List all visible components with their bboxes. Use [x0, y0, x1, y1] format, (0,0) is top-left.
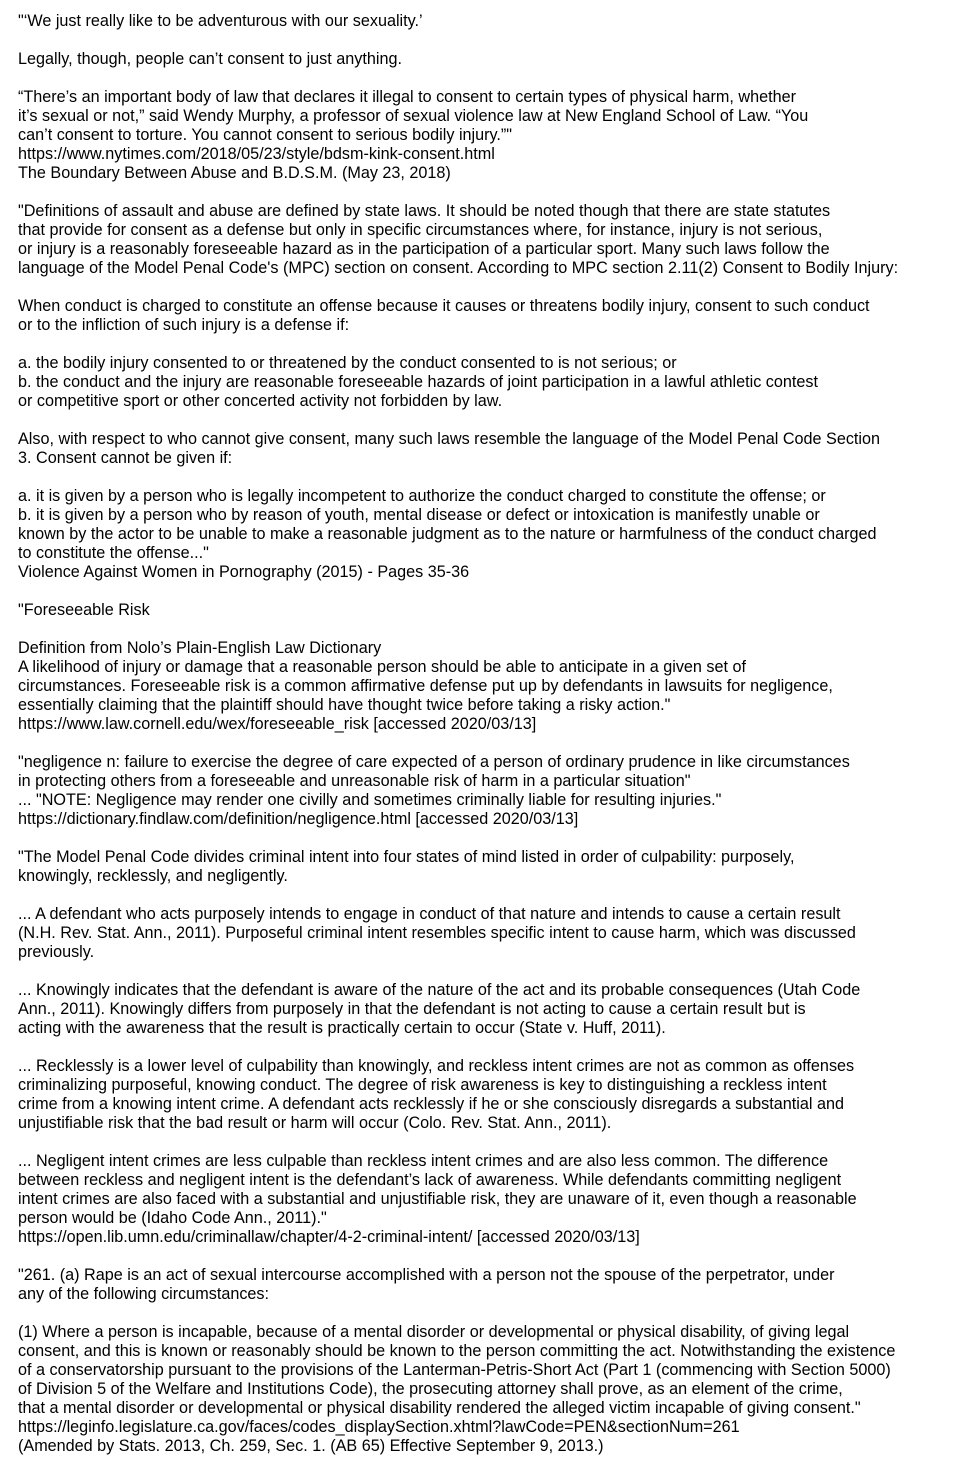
text-line: essentially claiming that the plaintiff should have thought twice before taking a risky action.": [18, 696, 671, 714]
text-line: intent crimes are also faced with a substantial and unjustifiable risk, they are unaware of it, even though a reasonable: [18, 1190, 857, 1208]
blank-line: [18, 886, 948, 905]
blank-line: [18, 278, 948, 297]
text-line: https://dictionary.findlaw.com/definition/negligence.html [accessed 2020/03/13]: [18, 810, 579, 828]
text-line: any of the following circumstances:: [18, 1285, 270, 1303]
text-line: (Amended by Stats. 2013, Ch. 259, Sec. 1. (AB 65) Effective September 9, 2013.): [18, 1437, 604, 1455]
blank-line: [18, 31, 948, 50]
text-line: ... Negligent intent crimes are less culpable than reckless intent crimes and are also less common. The difference: [18, 1152, 829, 1170]
text-line: Also, with respect to who cannot give consent, many such laws resemble the language of the Model Penal Code Section: [18, 430, 881, 448]
text-line: "Foreseeable Risk: [18, 601, 150, 619]
text-line: that a mental disorder or developmental or physical disability rendered the alleged victim incapable of giving consent.": [18, 1399, 861, 1417]
blank-line: [18, 1304, 948, 1323]
blank-line: [18, 1133, 948, 1152]
text-line: it’s sexual or not,” said Wendy Murphy, a professor of sexual violence law at New England School of Law. “You: [18, 107, 809, 125]
text-line: that provide for consent as a defense but only in specific circumstances where, for instance, injury is not serious,: [18, 221, 823, 239]
blank-line: [18, 1247, 948, 1266]
text-line: person would be (Idaho Code Ann., 2011).": [18, 1209, 327, 1227]
text-line: "negligence n: failure to exercise the degree of care expected of a person of ordinary prudence in like circumstances: [18, 753, 850, 771]
blank-line: [18, 411, 948, 430]
text-line: "261. (a) Rape is an act of sexual intercourse accomplished with a person not the spouse of the perpetrator, under: [18, 1266, 835, 1284]
text-line: to constitute the offense...": [18, 544, 209, 562]
text-line: ... Recklessly is a lower level of culpability than knowingly, and reckless intent crimes are not as common as offenses: [18, 1057, 855, 1075]
text-line: a. the bodily injury consented to or threatened by the conduct consented to is not serious; or: [18, 354, 677, 372]
text-line: "‘We just really like to be adventurous with our sexuality.’: [18, 12, 423, 30]
document-body: [18, 12, 948, 1456]
text-line: https://leginfo.legislature.ca.gov/faces/codes_displaySection.xhtml?lawCode=PEN&sectionNum=261: [18, 1418, 740, 1436]
text-line: circumstances. Foreseeable risk is a common affirmative defense put up by defendants in lawsuits for negligence,: [18, 677, 833, 695]
blank-line: [18, 829, 948, 848]
text-line: “There’s an important body of law that declares it illegal to consent to certain types of physical harm, whether: [18, 88, 796, 106]
blank-line: [18, 620, 948, 639]
text-line: Violence Against Women in Pornography (2015) - Pages 35-36: [18, 563, 470, 581]
text-line: of a conservatorship pursuant to the provisions of the Lanterman-Petris-Short Act (Part 1 (commencing with Section 5000): [18, 1361, 891, 1379]
text-line: consent, and this is known or reasonably should be known to the person committing the act. Notwithstanding the existence: [18, 1342, 896, 1360]
text-line: criminalizing purposeful, knowing conduct. The degree of risk awareness is key to distinguishing a reckless intent: [18, 1076, 827, 1094]
text-line: Definition from Nolo’s Plain-English Law Dictionary: [18, 639, 382, 657]
text-line: or competitive sport or other concerted activity not forbidden by law.: [18, 392, 503, 410]
text-line: unjustifiable risk that the bad result or harm will occur (Colo. Rev. Stat. Ann., 2011).: [18, 1114, 612, 1132]
text-line: Legally, though, people can’t consent to just anything.: [18, 50, 402, 68]
text-line: b. the conduct and the injury are reasonable foreseeable hazards of joint participation in a lawful athletic contest: [18, 373, 818, 391]
text-line: in protecting others from a foreseeable and unreasonable risk of harm in a particular situation": [18, 772, 691, 790]
text-line: https://www.nytimes.com/2018/05/23/style/bdsm-kink-consent.html: [18, 145, 495, 163]
text-line: (N.H. Rev. Stat. Ann., 2011). Purposeful criminal intent resembles specific intent to cause harm, which was discussed: [18, 924, 856, 942]
text-line: https://www.law.cornell.edu/wex/foreseeable_risk [accessed 2020/03/13]: [18, 715, 537, 733]
blank-line: [18, 962, 948, 981]
blank-line: [18, 468, 948, 487]
text-line: 3. Consent cannot be given if:: [18, 449, 233, 467]
text-line: of Division 5 of the Welfare and Institutions Code), the prosecuting attorney shall prove, as an element of the crime,: [18, 1380, 843, 1398]
blank-line: [18, 183, 948, 202]
text-line: The Boundary Between Abuse and B.D.S.M. (May 23, 2018): [18, 164, 451, 182]
blank-line: [18, 582, 948, 601]
text-line: "Definitions of assault and abuse are defined by state laws. It should be noted though that there are state statutes: [18, 202, 831, 220]
text-line: crime from a knowing intent crime. A defendant acts recklessly if he or she consciously disregards a substantial and: [18, 1095, 844, 1113]
text-line: Ann., 2011). Knowingly differs from purposely in that the defendant is not acting to cause a certain result but is: [18, 1000, 806, 1018]
text-line: acting with the awareness that the result is practically certain to occur (State v. Huff, 2011).: [18, 1019, 666, 1037]
text-line: or injury is a reasonably foreseeable hazard as in the participation of a particular sport. Many such laws follow the: [18, 240, 830, 258]
text-line: When conduct is charged to constitute an offense because it causes or threatens bodily injury, consent to such conduct: [18, 297, 870, 315]
text-line: can’t consent to torture. You cannot consent to serious bodily injury.”": [18, 126, 513, 144]
text-line: knowingly, recklessly, and negligently.: [18, 867, 288, 885]
text-line: or to the infliction of such injury is a defense if:: [18, 316, 350, 334]
blank-line: [18, 1038, 948, 1057]
text-line: a. it is given by a person who is legally incompetent to authorize the conduct charged to constitute the offense; or: [18, 487, 826, 505]
blank-line: [18, 335, 948, 354]
text-line: language of the Model Penal Code's (MPC) section on consent. According to MPC section 2.11(2) Consent to Bodily Injury:: [18, 259, 899, 277]
text-line: ... "NOTE: Negligence may render one civilly and sometimes criminally liable for resulting injuries.": [18, 791, 722, 809]
text-line: b. it is given by a person who by reason of youth, mental disease or defect or intoxication is manifestly unable or: [18, 506, 820, 524]
text-line: https://open.lib.umn.edu/criminallaw/chapter/4-2-criminal-intent/ [accessed 2020/03/13]: [18, 1228, 640, 1246]
text-line: previously.: [18, 943, 95, 961]
text-line: (1) Where a person is incapable, because of a mental disorder or developmental or physical disability, of giving legal: [18, 1323, 850, 1341]
text-line: "The Model Penal Code divides criminal intent into four states of mind listed in order of culpability: purposely,: [18, 848, 795, 866]
text-line: ... Knowingly indicates that the defendant is aware of the nature of the act and its probable consequences (Utah Code: [18, 981, 861, 999]
text-line: A likelihood of injury or damage that a reasonable person should be able to anticipate in a given set of: [18, 658, 747, 676]
blank-line: [18, 734, 948, 753]
blank-line: [18, 69, 948, 88]
text-line: between reckless and negligent intent is the defendant’s lack of awareness. While defendants committing negligent: [18, 1171, 842, 1189]
text-line: ... A defendant who acts purposely intends to engage in conduct of that nature and intends to cause a certain result: [18, 905, 841, 923]
text-line: known by the actor to be unable to make a reasonable judgment as to the nature or harmfulness of the conduct charged: [18, 525, 877, 543]
